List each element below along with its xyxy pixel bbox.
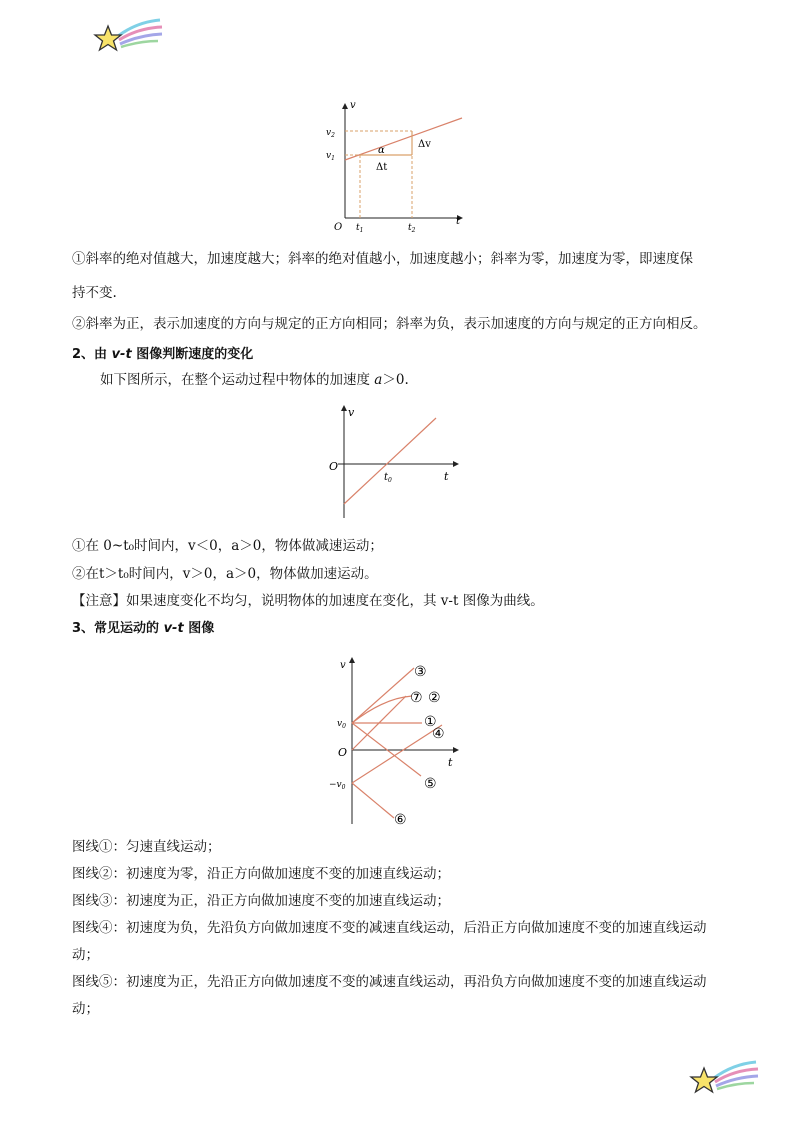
curve-label-2: ② [428,690,441,706]
svg-text:v0: $v_0$ [337,719,346,730]
curve-label-1: ① [424,714,437,730]
paragraph-slope-2: ②斜率为正，表示加速度的方向与规定的正方向相同；斜率为负，表示加速度的方向与规定的正方向相反。 [72,316,707,332]
svg-text:t1: $t_1$ [356,223,364,234]
svg-text:v1: $v_1$ [326,151,335,162]
list-item-1: ①在 0~t₀时间内，v＜0，a＞0，物体做减速运动； [72,538,383,554]
curve-desc-5b: 动； [72,1001,99,1017]
curve-label-6: ⑥ [394,812,407,828]
svg-text:t2: $t_2$ [408,223,416,234]
note-text: 【注意】如果速度变化不均匀，说明物体的加速度在变化，其 v-t 图像为曲线。 [72,593,544,609]
axis-label-t: t [456,216,461,227]
curve-label-7: ⑦ [410,690,423,706]
section-2-heading: 2、由 v-t 图像判断速度的变化 [72,347,254,362]
axis-label-v: v [340,660,346,671]
origin-label: O [334,222,343,233]
paragraph-slope-1b: 持不变. [72,285,117,301]
shooting-star-top-icon [92,16,164,58]
svg-text:v2: $v_2$ [326,128,335,139]
paragraph-slope-1a: ①斜率的绝对值越大，加速度越大；斜率的绝对值越小，加速度越小；斜率为零，加速度为零，即速度保 [72,251,693,267]
list-item-2: ②在t＞t₀时间内，v＞0，a＞0，物体做加速运动。 [72,566,378,582]
curve-desc-4a: 图线④：初速度为负，先沿负方向做加速度不变的减速直线运动，后沿正方向做加速度不变的加速直线运动 [72,920,707,936]
curve-label-5: ⑤ [424,776,437,792]
curve-label-4: ④ [432,726,445,742]
vt-graph-acceleration [318,400,478,524]
section-2-intro: 如下图所示，在整个运动过程中物体的加速度 a＞0. [100,372,409,388]
vt-graph-common-motions [326,650,468,828]
axis-label-t: t [444,470,449,483]
curve-desc-1: 图线①：匀速直线运动； [72,839,221,855]
curve-desc-2: 图线②：初速度为零，沿正方向做加速度不变的加速直线运动； [72,866,450,882]
curve-desc-3: 图线③：初速度为正，沿正方向做加速度不变的加速直线运动； [72,893,450,909]
axis-label-t: t [448,756,453,769]
section-3-heading: 3、常见运动的 v-t 图像 [72,621,215,636]
axis-label-v: v [348,406,355,419]
curve-desc-4b: 动； [72,947,99,963]
delta-t-label: Δt [376,162,388,173]
curve-desc-5a: 图线⑤：初速度为正，先沿正方向做加速度不变的减速直线运动，再沿负方向做加速度不变的加速直线运动 [72,974,707,990]
svg-text:−v0: $-v_0$ [329,780,346,791]
curve-label-3: ③ [414,664,427,680]
shooting-star-bottom-icon [688,1058,760,1100]
delta-v-label: Δv [418,139,431,150]
origin-label: O [329,460,339,473]
svg-text:t0: $t_0$ [384,472,392,484]
origin-label: O [338,746,348,759]
slope-diagram [320,96,470,236]
alpha-label: α [378,145,385,156]
axis-label-v: v [350,100,356,111]
